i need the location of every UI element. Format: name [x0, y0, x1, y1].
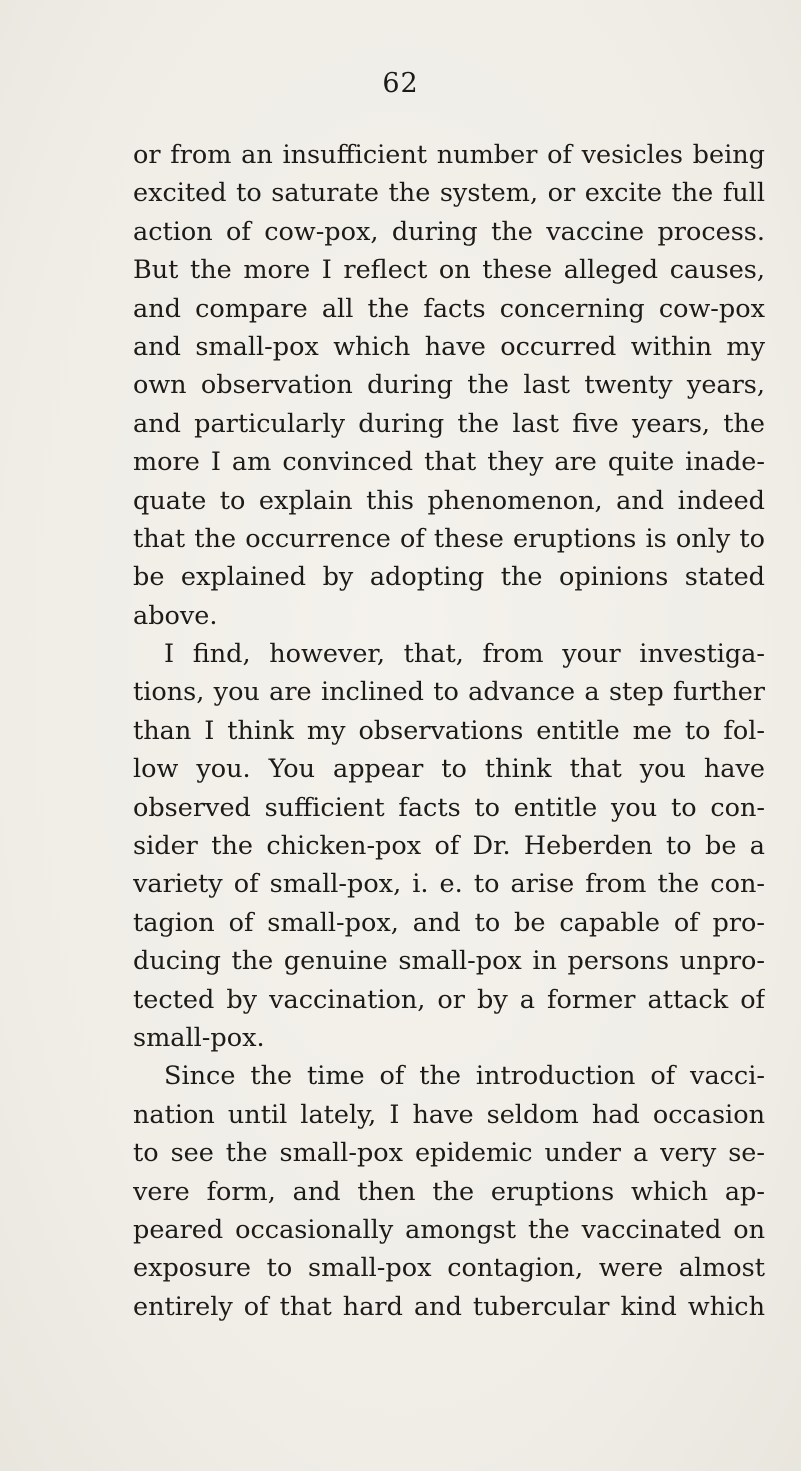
text-line: quate to explain this phenomenon, and indeed — [133, 485, 765, 516]
text-line: I find, however, that, from your investiga- — [164, 639, 765, 670]
text-line: entirely of that hard and tubercular kind which — [133, 1291, 765, 1322]
text-line: above. — [133, 600, 218, 631]
text-line: be explained by adopting the opinions stated — [133, 562, 765, 593]
text-line: more I am convinced that they are quite inade- — [133, 447, 765, 478]
text-line: and particularly during the last five years, the — [133, 408, 765, 439]
text-line: action of cow-pox, during the vaccine process. — [133, 216, 765, 247]
text-line: and small-pox which have occurred within my — [133, 331, 765, 362]
text-line: vere form, and then the eruptions which ap- — [133, 1176, 765, 1207]
text-line: low you. You appear to think that you have — [133, 754, 765, 785]
text-line: Since the time of the introduction of vacci- — [164, 1061, 765, 1092]
text-line: observed sufficient facts to entitle you to con- — [133, 792, 765, 823]
text-line: nation until lately, I have seldom had occasion — [133, 1099, 765, 1130]
text-line: own observation during the last twenty years, — [133, 370, 765, 401]
text-line: tagion of small-pox, and to be capable of pro- — [133, 907, 765, 938]
body-text — [133, 136, 765, 1326]
text-line: that the occurrence of these eruptions is only to — [133, 523, 765, 554]
text-line: ducing the genuine small-pox in persons unpro- — [133, 946, 765, 977]
text-line: than I think my observations entitle me to fol- — [133, 715, 765, 746]
text-line: small-pox. — [133, 1022, 265, 1053]
text-line: excited to saturate the system, or excite the full — [133, 178, 765, 209]
page-number: 62 — [382, 68, 419, 99]
text-line: tected by vaccination, or by a former attack of — [133, 984, 765, 1015]
text-line: peared occasionally amongst the vaccinated on — [133, 1214, 765, 1245]
text-line: variety of small-pox, i. e. to arise from the con- — [133, 869, 765, 900]
text-line: to see the small-pox epidemic under a very se- — [133, 1138, 765, 1169]
text-line: or from an insufficient number of vesicles being — [133, 140, 765, 170]
text-line: But the more I reflect on these alleged causes, — [133, 255, 765, 286]
text-line: sider the chicken-pox of Dr. Heberden to be a — [133, 831, 765, 862]
text-line: and compare all the facts concerning cow-pox — [133, 293, 765, 324]
text-line: tions, you are inclined to advance a step further — [133, 677, 765, 708]
text-line: exposure to small-pox contagion, were almost — [133, 1253, 765, 1284]
